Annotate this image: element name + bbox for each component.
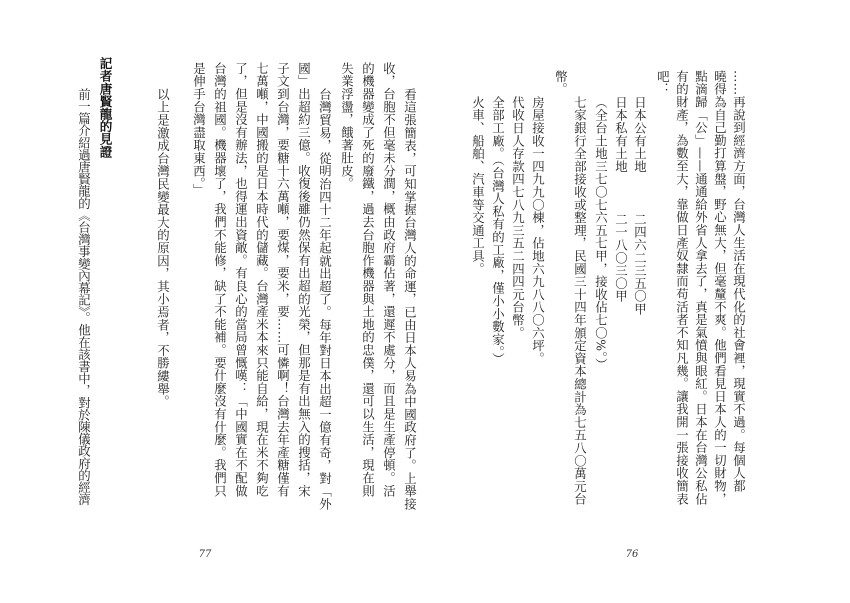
- text-column: 吧：: [655, 70, 671, 96]
- list-item-value: 二一八〇三〇甲: [613, 212, 629, 303]
- text-column: 以上是激成台灣民變最大的原因，其小焉者，不勝縷舉。: [155, 88, 171, 408]
- list-item-value: 二四六二三五〇甲: [632, 212, 648, 316]
- list-item-label: 日本公有土地: [632, 96, 648, 173]
- text-column: 子文到台灣，要糖十六萬噸，要煤，要米，要……可憐啊！台灣去年產糖僅有: [275, 62, 291, 498]
- text-column: 點滴歸「公」——通通給外省人拿去了，真是氣憤與眼紅。日本在台灣公私佔: [693, 70, 709, 506]
- text-column: 台灣的祖國。機器壞了，我們不能修，缺了不能補。要什麼沒有什麼。我們只: [212, 62, 228, 498]
- text-column: 有的財產，為數至大，靠做日產奴隸而苟活者不知凡幾。讓我開一張接收簡表: [674, 70, 690, 506]
- list-item-deposits: 代收日人存款四七八九三五二四四元台幣。: [510, 96, 526, 340]
- page-number: 77: [198, 549, 212, 560]
- text-column: 七萬噸，中國搬的是日本時代的儲藏。台灣產米本來只能自給，現在米不夠吃: [254, 62, 270, 498]
- text-column: 台灣貿易，從明治四十二年起就出超了。每年對日本出超一億有奇，對「外: [317, 88, 333, 511]
- right-page: [425, 0, 850, 603]
- land-note: （全台土地三七〇七六五七甲，接收佔七〇%。）: [593, 96, 609, 371]
- list-item-public-land: [632, 96, 648, 316]
- text-column: 曉得為自己勤打算盤，野心無大，但毫釐不爽。他們看見日本人的一切財物，: [712, 70, 728, 506]
- text-column: 是伸手台灣盡取東西。」: [191, 62, 207, 197]
- list-item-label: 日本私有土地: [613, 96, 629, 173]
- text-column: 國」出超約三億。收復後雖仍然保有出超的光榮，但那是有出無入的搜括，宋: [296, 62, 312, 498]
- text-column: 失業浮盪，餓著肚皮。: [339, 62, 355, 190]
- list-item-houses: 房屋接收一四九九〇棟，佔地六九八八〇六坪。: [530, 96, 546, 365]
- text-column: 前一篇介紹過唐賢龍的《台灣事變內幕記》。他在該書中，對於陳儀政府的經濟: [76, 88, 92, 506]
- page-number: 76: [625, 549, 639, 560]
- list-item-transport: 火車、船舶、汽車等交通工具。: [470, 96, 486, 276]
- list-item-factories: 全部工廠。（台灣人私有的工廠，僅小小數家。）: [490, 96, 506, 366]
- text-column: 了，但是沒有辦法，也得運出資敵。有良心的當局曾慨嘆：「中國實在不配做: [233, 62, 249, 498]
- section-heading: 記者唐賢龍的見證: [97, 57, 113, 158]
- text-column: 的機器變成了死的廢鐵，過去台胞作機器與土地的忠僕，還可以生活，現在則: [360, 62, 376, 498]
- text-column: 收，台胞不但毫未分潤，概由政府霸佔著，還遲不處分，而且是生產停頓。活: [381, 62, 397, 498]
- list-item-banks-continued: 幣。: [553, 70, 569, 96]
- text-column: 看這張簡表，可知掌握台灣人的命運，已由日本人易為中國政府了。上舉接: [402, 88, 418, 511]
- list-item-private-land: [613, 96, 629, 303]
- text-column: ……再說到經濟方面，台灣人生活在現代化的社會裡，現實不過。每個人都: [731, 70, 747, 493]
- list-item-banks: 七家銀行全部接收或整理，民國三十四年頒定資本總計為七五八〇萬元台: [572, 96, 588, 506]
